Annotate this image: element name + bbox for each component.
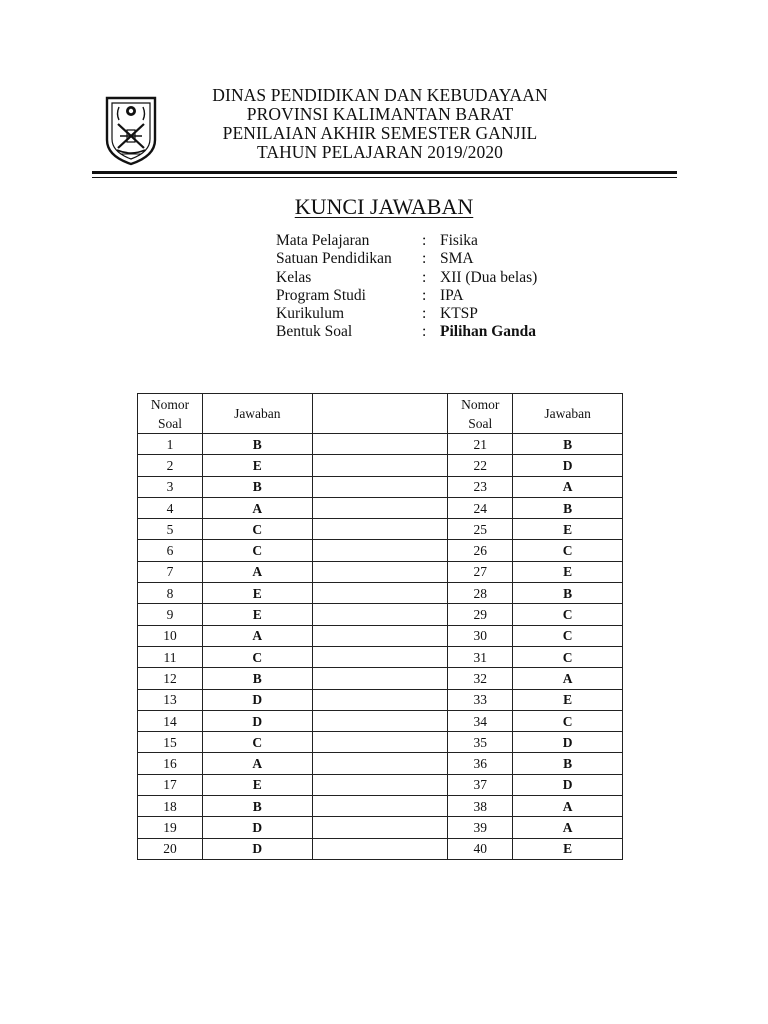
- question-number: 26: [448, 540, 513, 561]
- info-colon: :: [422, 305, 427, 323]
- spacer-cell: [312, 561, 448, 582]
- answer-cell: D: [513, 732, 623, 753]
- spacer-cell: [312, 838, 448, 859]
- spacer-cell: [312, 710, 448, 731]
- spacer-cell: [312, 668, 448, 689]
- header-nomor-line1: Nomor: [150, 396, 190, 412]
- spacer-cell: [312, 796, 448, 817]
- answer-cell: C: [202, 646, 312, 667]
- letterhead-agency: DINAS PENDIDIKAN DAN KEBUDAYAAN: [212, 85, 548, 105]
- spacer-cell: [312, 434, 448, 455]
- question-number: 12: [138, 668, 203, 689]
- answer-key-body: [138, 434, 623, 860]
- answer-cell: D: [513, 455, 623, 476]
- question-number: 39: [448, 817, 513, 838]
- header-spacer: [312, 394, 448, 434]
- info-label: Satuan Pendidikan: [276, 250, 392, 268]
- answer-cell: D: [202, 710, 312, 731]
- spacer-cell: [312, 519, 448, 540]
- info-colon: :: [422, 250, 427, 268]
- question-number: 29: [448, 604, 513, 625]
- answer-cell: E: [513, 519, 623, 540]
- question-number: 15: [138, 732, 203, 753]
- info-colon: :: [422, 232, 427, 249]
- info-row-question-type: [276, 323, 636, 341]
- info-label: Bentuk Soal: [276, 323, 353, 341]
- question-number: 13: [138, 689, 203, 710]
- question-number: 40: [448, 838, 513, 859]
- header-nomor2-line2: Soal: [468, 415, 493, 431]
- question-number: 1: [138, 434, 203, 455]
- provincial-crest-icon: [103, 92, 159, 166]
- question-number: 5: [138, 519, 203, 540]
- answer-key-table: [137, 393, 623, 860]
- header-nomor-soal: [138, 394, 203, 434]
- spacer-cell: [312, 604, 448, 625]
- question-number: 33: [448, 689, 513, 710]
- answer-cell: A: [513, 817, 623, 838]
- table-row: [138, 540, 623, 561]
- answer-cell: A: [202, 625, 312, 646]
- spacer-cell: [312, 689, 448, 710]
- question-number: 36: [448, 753, 513, 774]
- table-row: [138, 561, 623, 582]
- letterhead-divider-thick: [92, 171, 677, 174]
- header-jawaban-2: Jawaban: [513, 394, 623, 434]
- table-row: [138, 753, 623, 774]
- spacer-cell: [312, 540, 448, 561]
- table-row: [138, 476, 623, 497]
- info-row-school-level: [276, 250, 636, 268]
- question-number: 28: [448, 583, 513, 604]
- question-number: 24: [448, 497, 513, 518]
- table-row: [138, 519, 623, 540]
- answer-cell: A: [202, 497, 312, 518]
- info-colon: :: [422, 286, 427, 304]
- answer-cell: A: [202, 561, 312, 582]
- question-number: 10: [138, 625, 203, 646]
- question-number: 16: [138, 753, 203, 774]
- table-row: [138, 604, 623, 625]
- question-number: 9: [138, 604, 203, 625]
- table-row: [138, 668, 623, 689]
- question-number: 35: [448, 732, 513, 753]
- answer-cell: B: [513, 434, 623, 455]
- question-number: 37: [448, 774, 513, 795]
- table-row: [138, 455, 623, 476]
- answer-cell: E: [202, 455, 312, 476]
- letterhead-assessment: PENILAIAN AKHIR SEMESTER GANJIL: [222, 123, 538, 143]
- table-row: [138, 732, 623, 753]
- info-row-program: [276, 287, 636, 305]
- answer-cell: D: [202, 689, 312, 710]
- table-row: [138, 710, 623, 731]
- answer-cell: B: [202, 434, 312, 455]
- info-value: KTSP: [440, 305, 478, 323]
- answer-cell: B: [513, 753, 623, 774]
- info-row-class: [276, 269, 636, 287]
- table-row: [138, 774, 623, 795]
- table-row: [138, 583, 623, 604]
- answer-cell: D: [202, 817, 312, 838]
- info-label: Program Studi: [276, 286, 366, 304]
- table-header-row: [138, 394, 623, 434]
- table-row: [138, 817, 623, 838]
- spacer-cell: [312, 646, 448, 667]
- answer-cell: D: [513, 774, 623, 795]
- page-title: [0, 194, 768, 220]
- question-number: 11: [138, 646, 203, 667]
- header-nomor2-line1: Nomor: [461, 396, 500, 412]
- answer-cell: C: [202, 519, 312, 540]
- question-number: 32: [448, 668, 513, 689]
- info-value: Pilihan Ganda: [440, 323, 537, 341]
- info-row-curriculum: [276, 305, 636, 323]
- question-number: 21: [448, 434, 513, 455]
- header-nomor-soal-2: [448, 394, 513, 434]
- spacer-cell: [312, 753, 448, 774]
- answer-cell: A: [202, 753, 312, 774]
- answer-cell: E: [513, 689, 623, 710]
- answer-cell: D: [202, 838, 312, 859]
- spacer-cell: [312, 732, 448, 753]
- info-colon: :: [422, 268, 427, 286]
- question-number: 22: [448, 455, 513, 476]
- letterhead-divider-thin: [92, 177, 677, 178]
- question-number: 18: [138, 796, 203, 817]
- header-jawaban: Jawaban: [202, 394, 312, 434]
- table-row: [138, 838, 623, 859]
- info-value: IPA: [440, 286, 464, 304]
- answer-cell: B: [202, 476, 312, 497]
- table-row: [138, 625, 623, 646]
- question-number: 31: [448, 646, 513, 667]
- answer-cell: E: [202, 583, 312, 604]
- info-row-subject: [276, 232, 636, 250]
- letterhead-year: TAHUN PELAJARAN 2019/2020: [256, 142, 504, 162]
- answer-cell: B: [513, 497, 623, 518]
- question-number: 8: [138, 583, 203, 604]
- spacer-cell: [312, 817, 448, 838]
- spacer-cell: [312, 497, 448, 518]
- spacer-cell: [312, 476, 448, 497]
- question-number: 25: [448, 519, 513, 540]
- answer-cell: B: [202, 668, 312, 689]
- info-value: Fisika: [440, 232, 478, 249]
- question-number: 14: [138, 710, 203, 731]
- info-colon: :: [422, 323, 427, 341]
- table-row: [138, 689, 623, 710]
- answer-cell: E: [202, 774, 312, 795]
- answer-cell: C: [202, 540, 312, 561]
- table-row: [138, 646, 623, 667]
- exam-info: [276, 232, 636, 342]
- page-title-text: KUNCI JAWABAN: [294, 194, 474, 219]
- info-label: Kurikulum: [276, 305, 345, 323]
- letterhead-province: PROVINSI KALIMANTAN BARAT: [246, 104, 514, 124]
- spacer-cell: [312, 625, 448, 646]
- question-number: 7: [138, 561, 203, 582]
- question-number: 17: [138, 774, 203, 795]
- info-label: Mata Pelajaran: [276, 232, 370, 249]
- answer-cell: E: [513, 561, 623, 582]
- answer-cell: C: [513, 540, 623, 561]
- answer-cell: B: [513, 583, 623, 604]
- info-value: SMA: [440, 250, 474, 268]
- question-number: 6: [138, 540, 203, 561]
- question-number: 19: [138, 817, 203, 838]
- spacer-cell: [312, 774, 448, 795]
- question-number: 23: [448, 476, 513, 497]
- question-number: 34: [448, 710, 513, 731]
- info-value: XII (Dua belas): [440, 268, 538, 286]
- answer-cell: C: [513, 646, 623, 667]
- answer-cell: C: [513, 710, 623, 731]
- question-number: 30: [448, 625, 513, 646]
- info-label: Kelas: [276, 268, 312, 286]
- question-number: 2: [138, 455, 203, 476]
- answer-cell: E: [513, 838, 623, 859]
- answer-cell: C: [513, 625, 623, 646]
- question-number: 4: [138, 497, 203, 518]
- question-number: 27: [448, 561, 513, 582]
- table-row: [138, 434, 623, 455]
- spacer-cell: [312, 455, 448, 476]
- table-row: [138, 497, 623, 518]
- letterhead: [170, 86, 590, 162]
- spacer-cell: [312, 583, 448, 604]
- answer-cell: C: [513, 604, 623, 625]
- question-number: 38: [448, 796, 513, 817]
- answer-cell: C: [202, 732, 312, 753]
- table-row: [138, 796, 623, 817]
- answer-cell: A: [513, 668, 623, 689]
- header-nomor-line2: Soal: [157, 415, 182, 431]
- answer-cell: A: [513, 796, 623, 817]
- answer-cell: A: [513, 476, 623, 497]
- answer-cell: E: [202, 604, 312, 625]
- question-number: 3: [138, 476, 203, 497]
- answer-cell: B: [202, 796, 312, 817]
- question-number: 20: [138, 838, 203, 859]
